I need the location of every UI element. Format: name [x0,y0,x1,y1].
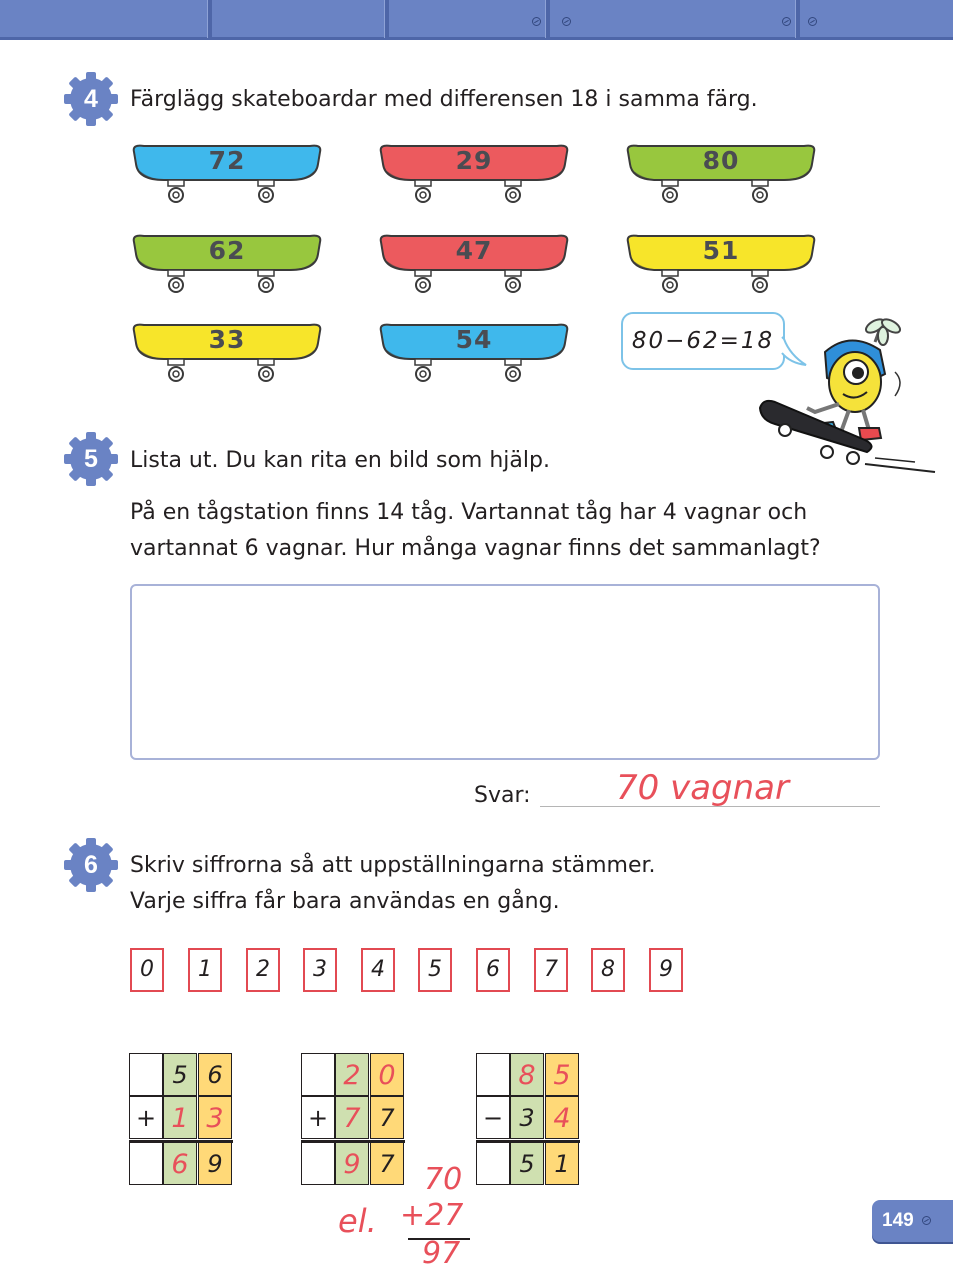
drawing-area[interactable] [130,584,880,760]
tens-cell[interactable]: 8 [510,1053,544,1096]
empty-cell [129,1053,163,1096]
ones-cell[interactable]: 4 [545,1096,579,1139]
digit-box: 1 [188,948,222,992]
alternative-result: 97 [422,1236,461,1271]
digit-box: 0 [130,948,164,992]
tens-cell[interactable]: 5 [163,1053,197,1096]
handwritten-answer: 70 vagnar [616,768,789,808]
ones-cell[interactable]: 9 [198,1142,232,1185]
alternative-middle-number: +27 [400,1198,464,1233]
tens-cell[interactable]: 3 [510,1096,544,1139]
speech-text: 80−62=18 [631,328,775,354]
skateboard[interactable] [377,142,571,202]
skateboard[interactable] [624,232,818,292]
skateboard[interactable] [130,142,324,202]
page-number: 149 [882,1210,914,1231]
tens-cell[interactable]: 5 [510,1142,544,1185]
screw-icon [782,17,791,26]
tens-cell[interactable]: 2 [335,1053,369,1096]
header-seam [795,0,800,38]
tens-cell[interactable]: 7 [335,1096,369,1139]
task-5-problem-line2: vartannat 6 vagnar. Hur många vagnar finns det sammanlagt? [130,536,821,561]
sum-line [129,1140,233,1143]
ones-cell[interactable]: 3 [198,1096,232,1139]
empty-cell [476,1142,510,1185]
sum-line [476,1140,580,1143]
task-5-problem-line1: På en tågstation finns 14 tåg. Vartannat tåg har 4 vagnar och [130,500,808,525]
page-number-badge [872,1200,953,1242]
operator-sign: − [476,1096,510,1139]
task-6-instruction-line2: Varje siffra får bara användas en gång. [130,889,560,914]
task-6-instruction-line1: Skriv siffrorna så att uppställningarna stämmer. [130,853,656,878]
skateboard-number: 33 [208,325,246,354]
ones-cell[interactable]: 0 [370,1053,404,1096]
alternative-top-number: 70 [424,1162,463,1197]
skateboard-number: 72 [208,146,246,175]
empty-cell [476,1053,510,1096]
digit-box: 9 [649,948,683,992]
header-seam [207,0,212,38]
mascot-skateboarder-illustration [755,312,945,482]
skateboard[interactable] [377,232,571,292]
digit-box: 7 [534,948,568,992]
arithmetic-grid [129,1053,233,1185]
task-number: 4 [84,85,98,113]
skateboard-number: 62 [208,236,246,265]
digit-box: 5 [418,948,452,992]
task-5-instruction: Lista ut. Du kan rita en bild som hjälp. [130,448,550,473]
skateboard-number: 80 [702,146,740,175]
task-number: 5 [84,445,98,473]
digit-box: 8 [591,948,625,992]
arithmetic-grid [476,1053,580,1185]
screw-icon [922,1216,931,1225]
skateboard-number: 29 [455,146,493,175]
operator-sign: + [301,1096,335,1139]
task-4-instruction: Färglägg skateboardar med differensen 18 i samma färg. [130,87,758,112]
ones-cell[interactable]: 5 [545,1053,579,1096]
skateboard[interactable] [624,142,818,202]
digit-box: 4 [361,948,395,992]
arithmetic-grid [301,1053,405,1185]
ones-cell[interactable]: 7 [370,1096,404,1139]
task-number: 6 [84,851,98,879]
task-4-badge [64,72,118,126]
tens-cell[interactable]: 9 [335,1142,369,1185]
ones-cell[interactable]: 7 [370,1142,404,1185]
digit-box: 6 [476,948,510,992]
header-seam [384,0,389,38]
skateboard-number: 51 [702,236,740,265]
alternative-label: el. [338,1202,377,1240]
empty-cell [301,1142,335,1185]
digit-box: 3 [303,948,337,992]
screw-icon [808,17,817,26]
digit-box: 2 [246,948,280,992]
operator-sign: + [129,1096,163,1139]
task-6-badge [64,838,118,892]
empty-cell [301,1053,335,1096]
header-bar [0,0,953,40]
skateboard-number: 54 [455,325,493,354]
screw-icon [532,17,541,26]
header-seam [545,0,550,38]
tens-cell[interactable]: 1 [163,1096,197,1139]
skateboard[interactable] [377,321,571,381]
empty-cell [129,1142,163,1185]
ones-cell[interactable]: 1 [545,1142,579,1185]
task-5-badge [64,432,118,486]
skateboard-number: 47 [455,236,493,265]
screw-icon [562,17,571,26]
skateboard[interactable] [130,321,324,381]
answer-label: Svar: [474,783,531,808]
ones-cell[interactable]: 6 [198,1053,232,1096]
skateboard[interactable] [130,232,324,292]
tens-cell[interactable]: 6 [163,1142,197,1185]
sum-line [301,1140,405,1143]
